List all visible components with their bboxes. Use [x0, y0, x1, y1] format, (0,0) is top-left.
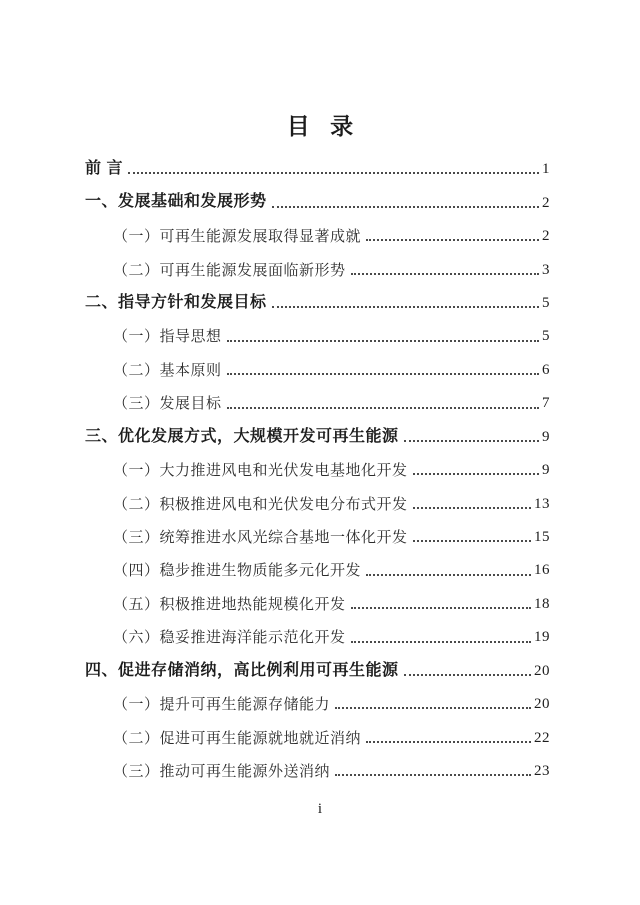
toc-entry[interactable] — [85, 713, 550, 746]
toc-entry-label: （一）大力推进风电和光伏发电基地化开发 — [113, 461, 408, 480]
toc-list — [85, 145, 550, 780]
toc-entry-label: （五）积极推进地热能规模化开发 — [113, 594, 346, 613]
toc-entry[interactable] — [85, 178, 550, 211]
toc-leader-dots — [335, 707, 531, 709]
toc-page-number: 23 — [534, 763, 550, 780]
toc-entry[interactable] — [85, 479, 550, 512]
toc-page-number: 3 — [542, 261, 550, 278]
toc-leader-dots — [413, 473, 539, 475]
toc-entry-label: （二）积极推进风电和光伏发电分布式开发 — [113, 494, 408, 513]
toc-entry[interactable] — [85, 212, 550, 245]
toc-page-number: 19 — [534, 629, 550, 646]
toc-entry[interactable] — [85, 680, 550, 713]
footer-page-number: i — [317, 801, 323, 817]
toc-page-number: 15 — [534, 529, 550, 545]
toc-entry-label: （二）促进可再生能源就地就近消纳 — [113, 728, 362, 747]
toc-entry-label: （一）指导思想 — [113, 327, 222, 346]
toc-entry[interactable] — [85, 613, 550, 646]
toc-leader-dots — [366, 741, 531, 743]
toc-entry[interactable] — [85, 312, 550, 345]
toc-entry[interactable] — [85, 245, 550, 278]
toc-page-number: 9 — [542, 428, 550, 445]
toc-page-number: 9 — [542, 462, 550, 479]
toc-page-number: 22 — [534, 729, 550, 746]
toc-entry[interactable] — [85, 379, 550, 412]
toc-entry[interactable] — [85, 747, 550, 780]
toc-page-number: 18 — [534, 595, 550, 612]
toc-entry-label: 前 言 — [85, 160, 123, 178]
toc-leader-dots — [351, 273, 539, 275]
toc-page-number: 5 — [542, 294, 550, 311]
toc-leader-dots — [404, 674, 531, 676]
toc-entry[interactable] — [85, 580, 550, 613]
toc-page-number: 1 — [542, 161, 550, 178]
toc-page-number: 20 — [534, 662, 550, 679]
toc-entry-label: （三）发展目标 — [113, 394, 222, 413]
toc-entry-label: （六）稳妥推进海洋能示范化开发 — [113, 628, 346, 647]
toc-entry-label: 二、指导方针和发展目标 — [85, 293, 267, 311]
toc-entry[interactable] — [85, 346, 550, 379]
toc-leader-dots — [335, 774, 531, 776]
toc-page-number: 16 — [534, 562, 550, 579]
toc-entry[interactable] — [85, 279, 550, 312]
toc-entry-label: （四）稳步推进生物质能多元化开发 — [113, 561, 362, 580]
toc-entry-label: （一）提升可再生能源存储能力 — [113, 695, 331, 714]
toc-leader-dots — [413, 507, 531, 509]
toc-leader-dots — [413, 540, 531, 542]
toc-page-number: 2 — [542, 228, 550, 245]
toc-entry-label: 一、发展基础和发展形势 — [85, 193, 267, 211]
toc-entry[interactable] — [85, 446, 550, 479]
toc-entry[interactable] — [85, 647, 550, 680]
toc-leader-dots — [227, 340, 539, 342]
toc-entry[interactable] — [85, 145, 550, 178]
toc-entry-label: （一）可再生能源发展取得显著成就 — [113, 227, 362, 246]
toc-page-number: 2 — [542, 194, 550, 211]
toc-leader-dots — [272, 206, 539, 208]
toc-entry-label: （二）基本原则 — [113, 360, 222, 379]
toc-entry-label: 四、促进存储消纳，高比例利用可再生能源 — [85, 661, 399, 679]
toc-page-number: 6 — [542, 361, 550, 378]
toc-entry-label: （二）可再生能源发展面临新形势 — [113, 260, 346, 279]
toc-page-number: 20 — [534, 696, 550, 713]
toc-entry-label: 三、优化发展方式，大规模开发可再生能源 — [85, 427, 399, 445]
toc-leader-dots — [351, 607, 531, 609]
toc-leader-dots — [227, 407, 539, 409]
toc-entry[interactable] — [85, 413, 550, 446]
toc-leader-dots — [366, 239, 539, 241]
toc-leader-dots — [272, 306, 539, 308]
toc-leader-dots — [404, 440, 539, 442]
toc-entry-label: （三）推动可再生能源外送消纳 — [113, 762, 331, 781]
toc-entry[interactable] — [85, 546, 550, 579]
toc-leader-dots — [227, 373, 539, 375]
toc-leader-dots — [351, 641, 531, 643]
page-title: 目 录 — [286, 113, 361, 139]
toc-page-number: 5 — [542, 328, 550, 345]
toc-page-number: 13 — [534, 495, 550, 512]
toc-leader-dots — [128, 172, 539, 174]
toc-leader-dots — [366, 574, 531, 576]
toc-entry-label: （三）统筹推进水风光综合基地一体化开发 — [113, 528, 408, 546]
toc-page-number: 7 — [542, 395, 550, 412]
toc-entry[interactable] — [85, 513, 550, 546]
